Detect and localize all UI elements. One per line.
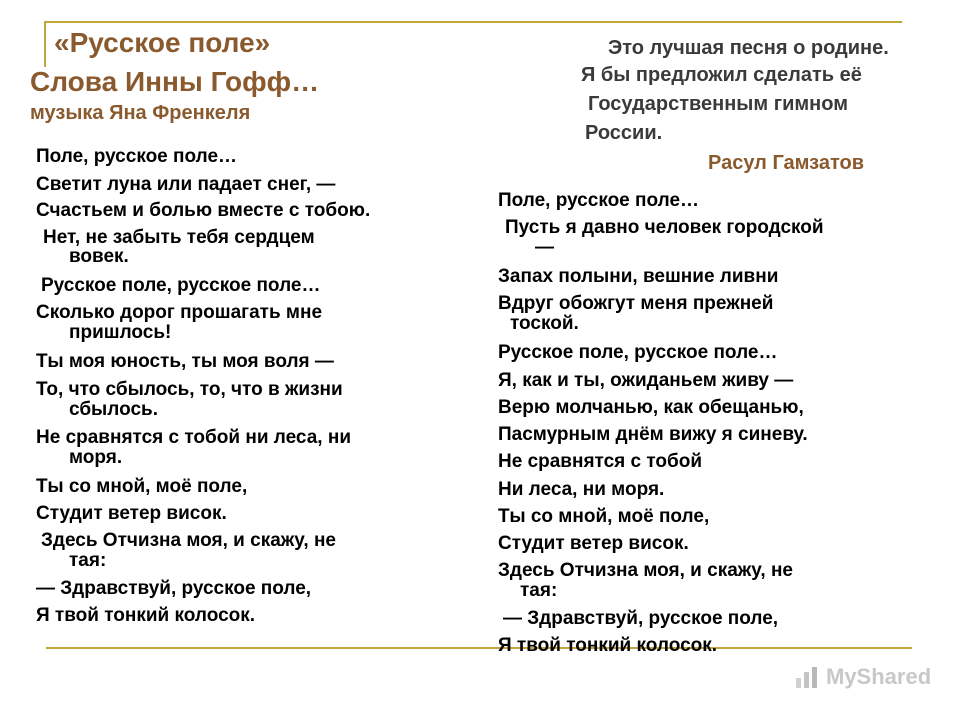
quote-line: Это лучшая песня о родине. [608, 37, 889, 59]
quote-line: России. [585, 122, 663, 144]
poem-line: пришлось! [69, 322, 172, 343]
poem-line: То, что сбылось, то, что в жизни [36, 379, 343, 400]
poem-line: Запах полыни, вешние ливни [498, 266, 779, 287]
poem-line: Вдруг обожгут меня прежней [498, 293, 774, 314]
quote-line: Государственным гимном [588, 93, 848, 115]
poem-line: Поле, русское поле… [498, 190, 700, 211]
poem-line: сбылось. [69, 399, 158, 420]
poem-line: Верю молчанью, как обещанью, [498, 397, 804, 418]
poem-line: — [535, 237, 554, 258]
poem-line: Ты со мной, моё поле, [36, 476, 248, 497]
music-author: музыка Яна Френкеля [30, 102, 251, 124]
poem-line: Я твой тонкий колосок. [498, 635, 718, 656]
poem-line: Светит луна или падает снег, — [36, 174, 336, 195]
poem-line: Пусть я давно человек городской [505, 217, 824, 238]
poem-line: Русское поле, русское поле… [41, 275, 321, 296]
watermark [794, 664, 931, 690]
poem-line: Ты со мной, моё поле, [498, 506, 710, 527]
myshared-logo-icon [794, 664, 820, 690]
left-rule [44, 21, 46, 67]
poem-line: Ты моя юность, ты моя воля — [36, 351, 334, 372]
poem-line: Студит ветер висок. [36, 503, 227, 524]
poem-line: Ни леса, ни моря. [498, 479, 665, 500]
quote-author: Расул Гамзатов [708, 152, 865, 174]
poem-line: Поле, русское поле… [36, 146, 238, 167]
poem-line: Пасмурным днём вижу я синеву. [498, 424, 808, 445]
lyrics-author: Слова Инны Гофф… [30, 66, 320, 97]
top-rule [44, 21, 902, 23]
poem-line: Нет, не забыть тебя сердцем [43, 227, 315, 248]
poem-line: — Здравствуй, русское поле, [36, 578, 312, 599]
poem-line: Не сравнятся с тобой ни леса, ни [36, 427, 351, 448]
poem-line: Я, как и ты, ожиданьем живу — [498, 370, 794, 391]
poem-line: Не сравнятся с тобой [498, 451, 703, 472]
poem-line: тая: [520, 580, 558, 601]
quote-line: Я бы предложил сделать её [581, 64, 862, 86]
poem-line: Счастьем и болью вместе с тобою. [36, 200, 371, 221]
poem-line: тая: [69, 550, 107, 571]
poem-line: — Здравствуй, русское поле, [503, 608, 779, 629]
bottom-rule [46, 647, 912, 649]
poem-line: Сколько дорог прошагать мне [36, 302, 323, 323]
poem-line: Я твой тонкий колосок. [36, 605, 256, 626]
poem-line: моря. [69, 447, 123, 468]
song-title: «Русское поле» [54, 27, 271, 58]
poem-line: тоской. [510, 313, 579, 334]
poem-line: Студит ветер висок. [498, 533, 689, 554]
watermark-text: MyShared [826, 664, 932, 689]
poem-line: вовек. [69, 246, 129, 267]
poem-line: Здесь Отчизна моя, и скажу, не [41, 530, 336, 551]
poem-line: Здесь Отчизна моя, и скажу, не [498, 560, 793, 581]
poem-line: Русское поле, русское поле… [498, 342, 778, 363]
